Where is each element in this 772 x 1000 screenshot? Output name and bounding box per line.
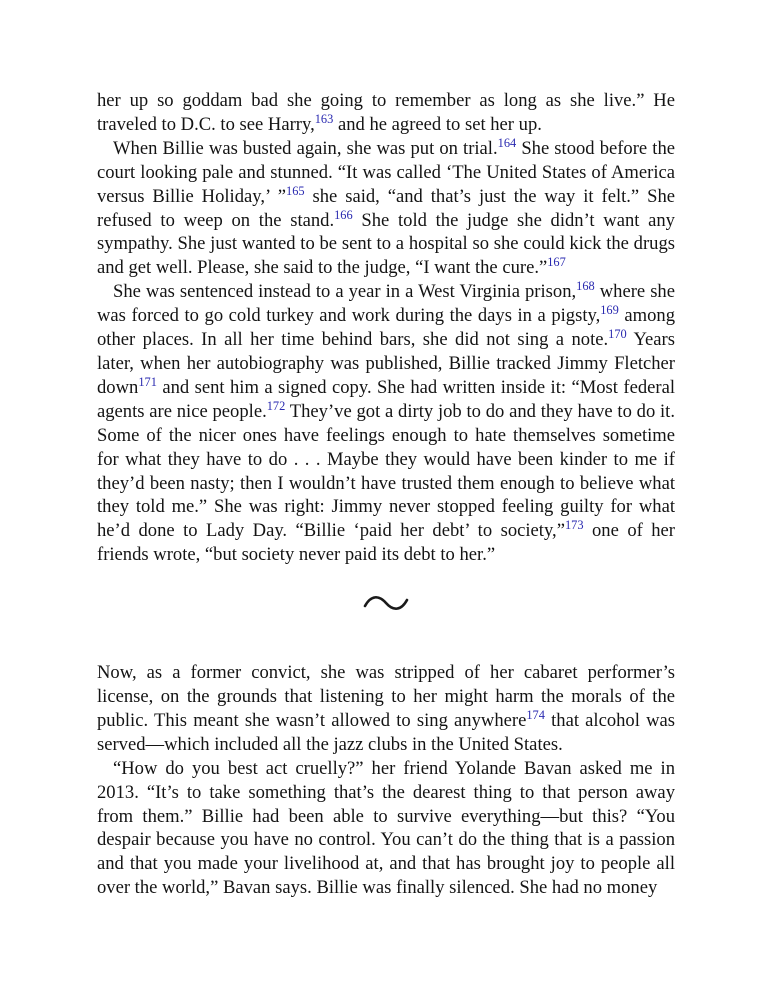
text-run: that alcohol was served—which included all the jazz clubs in the United States. bbox=[97, 709, 675, 755]
section-break bbox=[97, 567, 675, 661]
footnote-ref[interactable]: 167 bbox=[547, 255, 566, 270]
paragraph bbox=[97, 280, 675, 567]
footnote-ref[interactable]: 169 bbox=[600, 303, 619, 318]
text-run: Now, as a former convict, she was stripped of her cabaret performer’s license, on the grounds that listening to her might harm the morals of the public. This meant she wasn’t allowed to sing anywhere bbox=[97, 662, 675, 731]
footnote-ref[interactable]: 171 bbox=[138, 375, 157, 390]
text-run: They’ve got a dirty job to do and they have to do it. Some of the nicer ones have feelings enough to hate themselves sometime for what they have to do . . . Maybe they would have been kinder to me if they’d been nasty; then I wouldn’t have trusted them enough to believe what they told me.” She was right: Jimmy never stopped feeling guilty for what he’d done to Lady Day. “Billie ‘paid her debt’ to society,” bbox=[97, 400, 675, 542]
swung-dash-ornament-icon bbox=[363, 593, 409, 613]
footnote-ref[interactable]: 173 bbox=[564, 518, 584, 533]
book-page bbox=[97, 89, 675, 900]
text-run: and he agreed to set her up. bbox=[333, 113, 542, 135]
footnote-ref[interactable]: 170 bbox=[608, 327, 627, 342]
text-run: She was sentenced instead to a year in a West Virginia prison, bbox=[113, 281, 577, 303]
text-run: When Billie was busted again, she was put on trial. bbox=[113, 137, 498, 159]
text-run: Years later, when her autobiography was published, Billie tracked Jimmy Fletcher down bbox=[97, 329, 675, 398]
footnote-ref[interactable]: 174 bbox=[526, 708, 545, 723]
text-run: “How do you best act cruelly?” her friend Yolande Bavan asked me in 2013. “It’s to take something that’s the dearest thing to that person away from them.” Billie had been able to survive everything—but this? “You despair because you have no control. You can’t do the thing that is a passion and that you made your livelihood at, and that has brought joy to people all over the world,” Bavan says. Billie was finally silenced. She had no money bbox=[97, 757, 675, 899]
footnote-ref[interactable]: 164 bbox=[497, 136, 517, 150]
footnote-ref[interactable]: 166 bbox=[334, 207, 353, 222]
text-run: She told the judge she didn’t want any sympathy. She just wanted to be sent to a hospital so she could kick the drugs and get well. Please, she said to the judge, “I want the cure.” bbox=[97, 209, 675, 279]
paragraph bbox=[97, 137, 675, 280]
paragraph bbox=[97, 757, 675, 900]
text-run: among other places. In all her time behind bars, she did not sing a note. bbox=[97, 305, 675, 351]
footnote-ref[interactable]: 165 bbox=[286, 183, 305, 198]
footnote-ref[interactable]: 168 bbox=[576, 279, 595, 294]
text-run: where she was forced to go cold turkey and work during the days in a pigsty, bbox=[97, 281, 675, 327]
footnote-ref[interactable]: 163 bbox=[314, 112, 334, 127]
footnote-ref[interactable]: 172 bbox=[266, 398, 286, 413]
text-run: her up so goddam bad she going to remember as long as she live.” He traveled to D.C. to see Harry, bbox=[97, 90, 675, 135]
paragraph bbox=[97, 661, 675, 757]
text-run: and sent him a signed copy. She had written inside it: “Most federal agents are nice people. bbox=[97, 376, 675, 422]
paragraph bbox=[97, 89, 675, 137]
text-run: she said, “and that’s just the way it felt.” She refused to weep on the stand. bbox=[97, 185, 675, 231]
text-run: one of her friends wrote, “but society never paid its debt to her.” bbox=[97, 520, 675, 566]
text-run: She stood before the court looking pale and stunned. “It was called ‘The United States of America versus Billie Holiday,’ ” bbox=[97, 137, 675, 207]
